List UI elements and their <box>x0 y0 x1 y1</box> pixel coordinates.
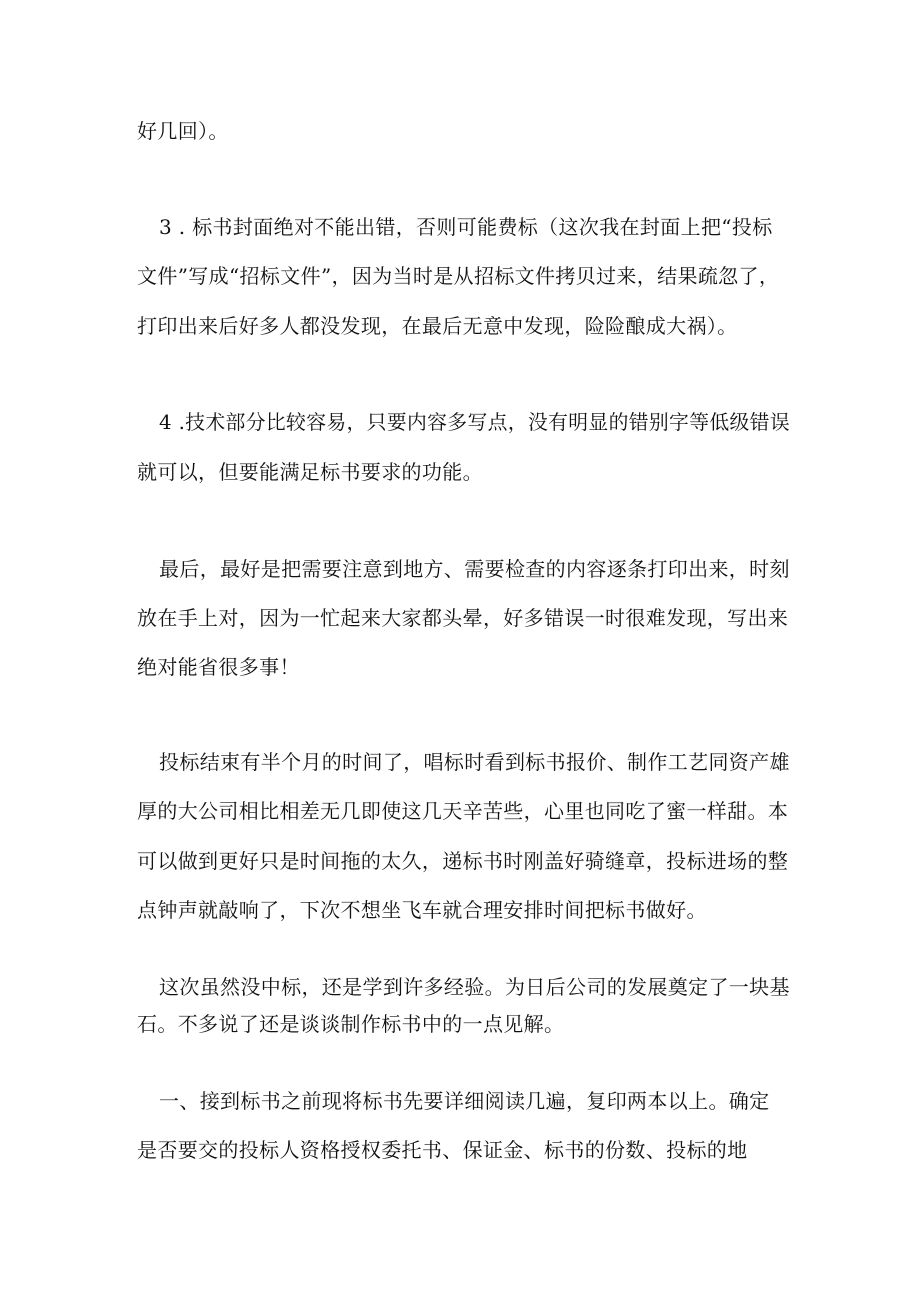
text-line: 放在手上对，因为一忙起来大家都头晕，好多错误一时很难发现，写出来 <box>137 606 789 630</box>
text-line: 好几回）。 <box>137 119 229 143</box>
text-line: 最后，最好是把需要注意到地方、需要检查的内容逐条打印出来，时刻 <box>159 557 790 581</box>
text-line: 打印出来后好多人都没发现，在最后无意中发现，险险酿成大祸）。 <box>137 314 738 338</box>
text-line: 绝对能省很多事！ <box>137 655 300 679</box>
text-line: 可以做到更好只是时间拖的太久，递标书时刚盖好骑缝章，投标进场的整 <box>137 849 789 873</box>
text-line: 投标结束有半个月的时间了，唱标时看到标书报价、制作工艺同资产雄 <box>159 750 790 774</box>
text-line: 点钟声就敲响了，下次不想坐飞车就合理安排时间把标书做好。 <box>137 898 707 922</box>
text-line: 3 . 标书封面绝对不能出错，否则可能费标（这次我在封面上把“投标 <box>159 215 773 239</box>
text-line: 文件”写成“招标文件”，因为当时是从招标文件拷贝过来，结果疏忽了， <box>137 264 780 288</box>
text-line: 是否要交的投标人资格授权委托书、保证金、标书的份数、投标的地 <box>137 1138 748 1162</box>
text-line: 石。不多说了还是谈谈制作标书中的一点见解。 <box>137 1012 565 1036</box>
text-line: 厚的大公司相比相差无几即使这几天辛苦些，心里也同吃了蜜一样甜。本 <box>137 799 789 823</box>
text-line: 一、接到标书之前现将标书先要详细阅读几遍，复印两本以上。确定 <box>159 1089 770 1113</box>
text-line: 这次虽然没中标，还是学到许多经验。为日后公司的发展奠定了一块基 <box>159 975 790 999</box>
text-line: 就可以，但要能满足标书要求的功能。 <box>137 460 483 484</box>
text-line: 4 .技术部分比较容易，只要内容多写点，没有明显的错别字等低级错误 <box>159 410 791 434</box>
